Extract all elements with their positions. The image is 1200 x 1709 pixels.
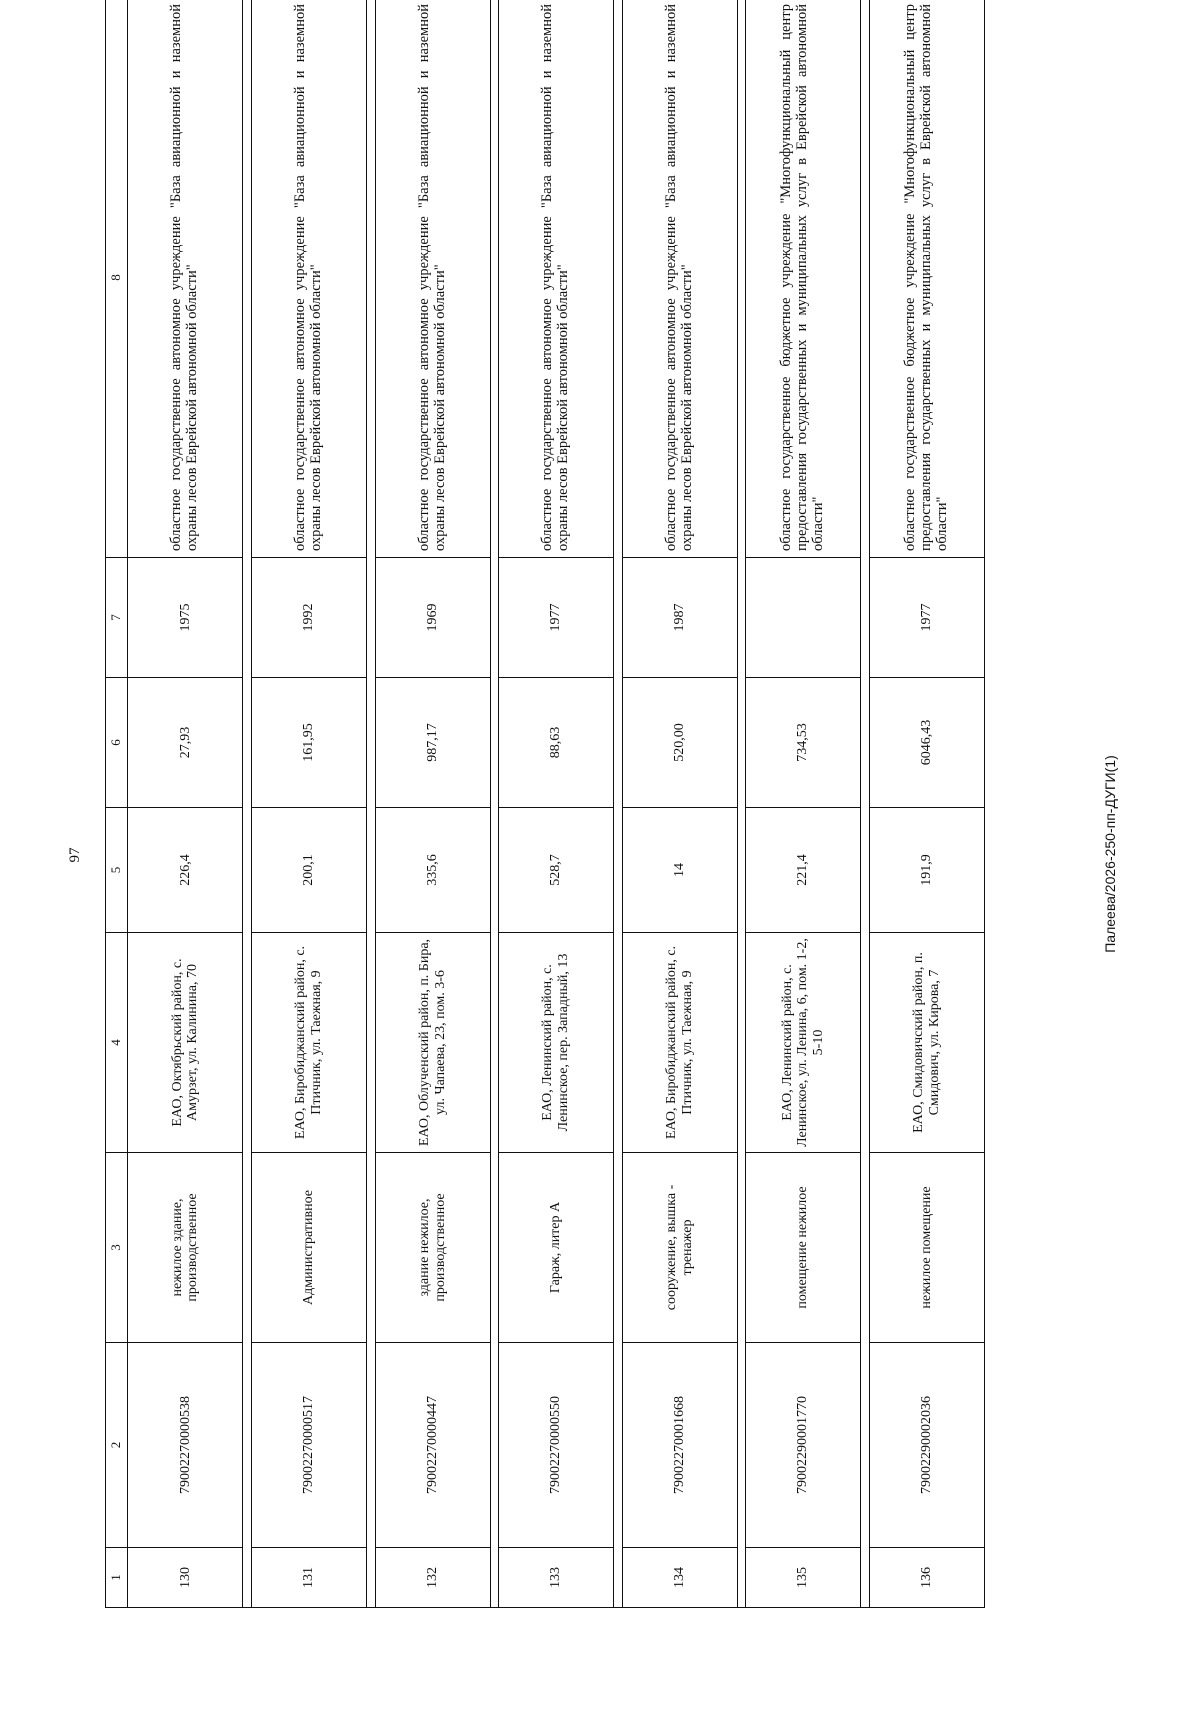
separator-cell [490, 933, 499, 1153]
construction-year: 1977 [499, 558, 614, 678]
construction-year: 1977 [869, 558, 984, 678]
separator-cell [367, 1153, 376, 1343]
object-address: ЕАО, Биробиджанский район, с. Птичник, ул. Таежная, 9 [251, 933, 366, 1153]
separator-cell [737, 0, 746, 558]
object-type: здание нежилое, производственное [375, 1153, 490, 1343]
separator-cell [490, 1153, 499, 1343]
separator-cell [243, 1153, 252, 1343]
construction-year: 1987 [622, 558, 737, 678]
separator-cell [490, 808, 499, 933]
row-separator [490, 0, 499, 1608]
separator-cell [243, 933, 252, 1153]
object-type: помещение нежилое [746, 1153, 861, 1343]
object-cost: 520,00 [622, 678, 737, 808]
separator-cell [367, 558, 376, 678]
separator-cell [367, 808, 376, 933]
separator-cell [490, 1548, 499, 1608]
table-row [251, 0, 366, 1608]
separator-cell [614, 933, 623, 1153]
table-row [746, 0, 861, 1608]
table-row [128, 0, 243, 1608]
column-number: 7 [106, 558, 128, 678]
object-type: нежилое помещение [869, 1153, 984, 1343]
separator-cell [243, 558, 252, 678]
separator-cell [614, 1343, 623, 1548]
separator-cell [861, 808, 870, 933]
object-cost: 27,93 [128, 678, 243, 808]
rights-holder: областное государственное бюджетное учреждение "Многофункциональный центр предоставления государственных и муниципальных услуг в Еврейской автономной области" [746, 0, 861, 558]
column-number: 1 [106, 1548, 128, 1608]
column-number-header [106, 0, 128, 1608]
construction-year: 1975 [128, 558, 243, 678]
rights-holder: областное государственное бюджетное учреждение "Многофункциональный центр предоставления государственных и муниципальных услуг в Еврейской автономной области" [869, 0, 984, 558]
row-separator [737, 0, 746, 1608]
separator-cell [243, 0, 252, 558]
object-cost: 734,53 [746, 678, 861, 808]
separator-cell [737, 1548, 746, 1608]
object-area: 200,1 [251, 808, 366, 933]
separator-cell [861, 1548, 870, 1608]
separator-cell [737, 1153, 746, 1343]
separator-cell [614, 558, 623, 678]
separator-cell [243, 678, 252, 808]
separator-cell [614, 1548, 623, 1608]
separator-cell [737, 808, 746, 933]
object-address: ЕАО, Ленинский район, с. Ленинское, ул. Ленина, 6, пом. 1-2, 5-10 [746, 933, 861, 1153]
object-address: ЕАО, Ленинский район, с. Ленинское, пер. Западный, 13 [499, 933, 614, 1153]
cadastral-number: 79002290001770 [746, 1343, 861, 1548]
object-area: 14 [622, 808, 737, 933]
rights-holder: областное государственное автономное учреждение "База авиационной и наземной охраны лесов Еврейской автономной области" [375, 0, 490, 558]
object-cost: 987,17 [375, 678, 490, 808]
separator-cell [737, 1343, 746, 1548]
separator-cell [861, 678, 870, 808]
property-table-container [105, 0, 985, 1608]
separator-cell [861, 1343, 870, 1548]
row-number: 136 [869, 1548, 984, 1608]
row-separator [614, 0, 623, 1608]
object-type: сооружение, вышка - тренажер [622, 1153, 737, 1343]
column-number: 5 [106, 808, 128, 933]
separator-cell [737, 933, 746, 1153]
column-number: 4 [106, 933, 128, 1153]
separator-cell [490, 678, 499, 808]
rights-holder: областное государственное автономное учреждение "База авиационной и наземной охраны лесов Еврейской автономной области" [251, 0, 366, 558]
separator-cell [367, 678, 376, 808]
separator-cell [614, 1153, 623, 1343]
separator-cell [614, 808, 623, 933]
row-separator [367, 0, 376, 1608]
cadastral-number: 79002270000550 [499, 1343, 614, 1548]
separator-cell [367, 0, 376, 558]
separator-cell [861, 933, 870, 1153]
object-address: ЕАО, Смидовичский район, п. Смидович, ул. Кирова, 7 [869, 933, 984, 1153]
cadastral-number: 79002270000517 [251, 1343, 366, 1548]
object-address: ЕАО, Биробиджанский район, с. Птичник, ул. Таежная, 9 [622, 933, 737, 1153]
row-number: 134 [622, 1548, 737, 1608]
object-area: 191,9 [869, 808, 984, 933]
page-number: 97 [67, 847, 83, 863]
column-number: 6 [106, 678, 128, 808]
object-area: 226,4 [128, 808, 243, 933]
object-type: нежилое здание, производственное [128, 1153, 243, 1343]
separator-cell [490, 0, 499, 558]
object-cost: 161,95 [251, 678, 366, 808]
table-row [499, 0, 614, 1608]
construction-year: 1969 [375, 558, 490, 678]
rights-holder: областное государственное автономное учреждение "База авиационной и наземной охраны лесов Еврейской автономной области" [499, 0, 614, 558]
separator-cell [367, 933, 376, 1153]
separator-cell [243, 1343, 252, 1548]
separator-cell [737, 558, 746, 678]
column-number: 8 [106, 0, 128, 558]
document-reference: Палеева/2026-250-пп-ДУГИ(1) [1102, 755, 1118, 953]
column-number: 3 [106, 1153, 128, 1343]
separator-cell [614, 678, 623, 808]
row-number: 131 [251, 1548, 366, 1608]
row-number: 132 [375, 1548, 490, 1608]
cadastral-number: 79002270000447 [375, 1343, 490, 1548]
table-row [622, 0, 737, 1608]
rights-holder: областное государственное автономное учреждение "База авиационной и наземной охраны лесов Еврейской автономной области" [128, 0, 243, 558]
separator-cell [490, 1343, 499, 1548]
object-cost: 6046,43 [869, 678, 984, 808]
separator-cell [861, 558, 870, 678]
separator-cell [490, 558, 499, 678]
row-number: 133 [499, 1548, 614, 1608]
object-area: 528,7 [499, 808, 614, 933]
construction-year: 1992 [251, 558, 366, 678]
object-address: ЕАО, Облученский район, п. Бира, ул. Чапаева, 23, пом. 3-6 [375, 933, 490, 1153]
cadastral-number: 79002290002036 [869, 1343, 984, 1548]
construction-year [746, 558, 861, 678]
separator-cell [243, 808, 252, 933]
row-number: 135 [746, 1548, 861, 1608]
separator-cell [243, 1548, 252, 1608]
separator-cell [861, 0, 870, 558]
object-area: 221,4 [746, 808, 861, 933]
object-type: Гараж, литер А [499, 1153, 614, 1343]
separator-cell [367, 1343, 376, 1548]
object-cost: 88,63 [499, 678, 614, 808]
cadastral-number: 79002270001668 [622, 1343, 737, 1548]
object-type: Административное [251, 1153, 366, 1343]
separator-cell [614, 0, 623, 558]
rights-holder: областное государственное автономное учреждение "База авиационной и наземной охраны лесов Еврейской автономной области" [622, 0, 737, 558]
table-row [375, 0, 490, 1608]
property-registry-table [105, 0, 985, 1608]
object-area: 335,6 [375, 808, 490, 933]
table-row [869, 0, 984, 1608]
object-address: ЕАО, Октябрьский район, с. Амурзет, ул. Калинина, 70 [128, 933, 243, 1153]
column-number: 2 [106, 1343, 128, 1548]
row-separator [243, 0, 252, 1608]
separator-cell [737, 678, 746, 808]
separator-cell [367, 1548, 376, 1608]
cadastral-number: 79002270000538 [128, 1343, 243, 1548]
separator-cell [861, 1153, 870, 1343]
row-separator [861, 0, 870, 1608]
row-number: 130 [128, 1548, 243, 1608]
